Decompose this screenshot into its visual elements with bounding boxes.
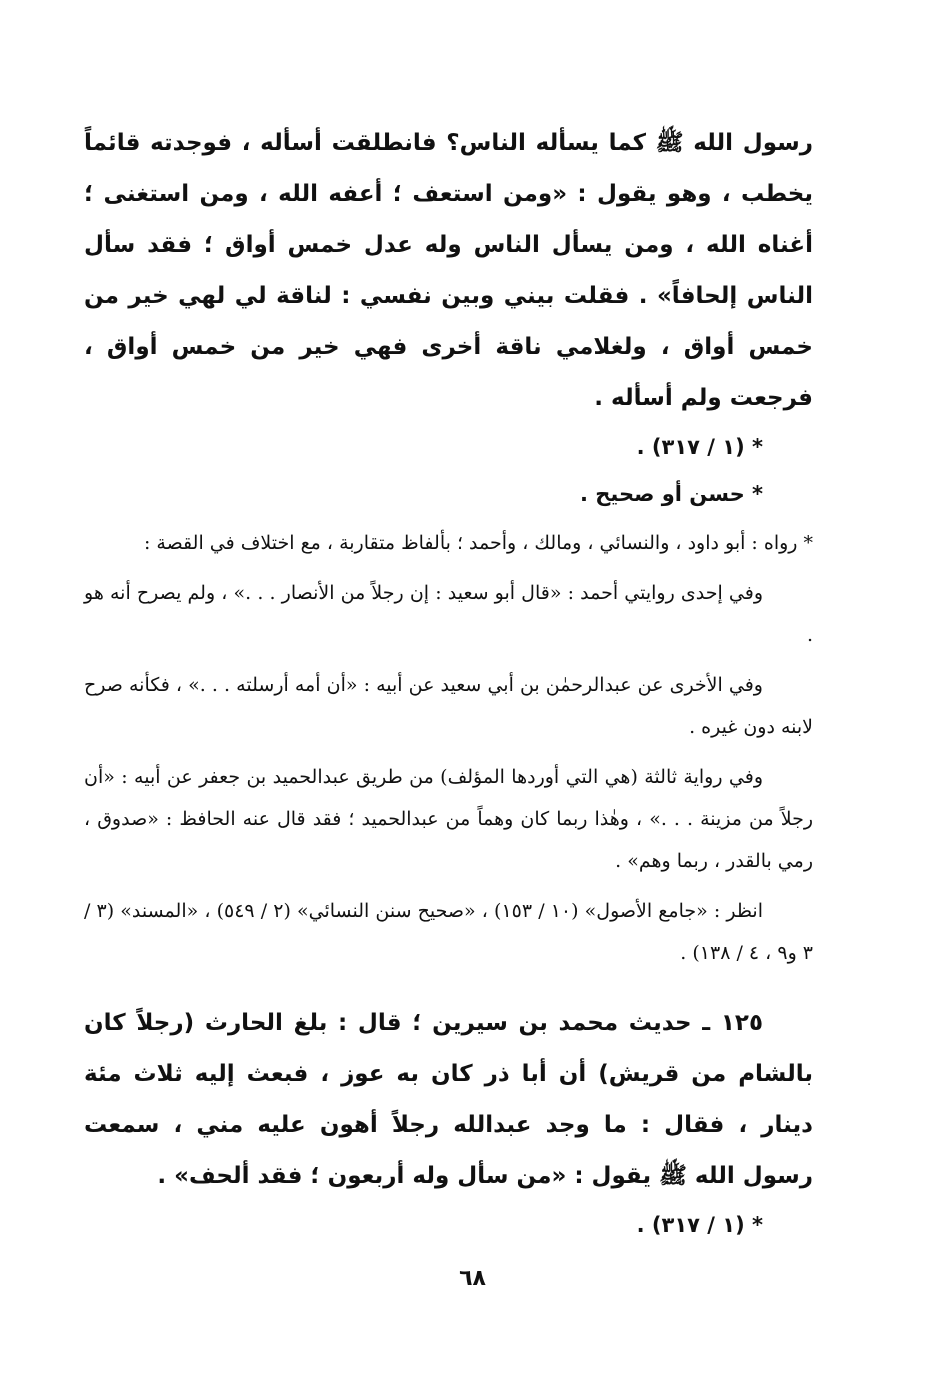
takhrij-note-4: وفي رواية ثالثة (هي التي أوردها المؤلف) من طريق عبدالحميد بن جعفر عن أبيه : «أن رجلاً من مزينة . . .» ، وهٰذا ربما كان وهماً من عبدالحميد ؛ فقد قال عنه الحافظ : «صدوق ، رمي بالقدر ، ربما وهم» .	[84, 766, 813, 872]
takhrij-note-3: وفي الأخرى عن عبدالرحمٰن بن أبي سعيد عن أبيه : «أن أمه أرسلته . . .» ، فكأنه صرح لابنه دون غيره .	[84, 674, 813, 738]
hadith-125-reference: * (١ / ٣١٧) .	[636, 1213, 763, 1237]
hadith-125-block	[84, 998, 813, 1249]
takhrij-note-5: انظر : «جامع الأصول» (١٠ / ١٥٣) ، «صحيح سنن النسائي» (٢ / ٥٤٩) ، «المسند» (٣ / ٣ و٩ ، ٤ / ١٣٨) .	[84, 900, 813, 964]
takhrij-note-2: وفي إحدى روايتي أحمد : «قال أبو سعيد : إن رجلاً من الأنصار . . .» ، ولم يصرح أنه هو .	[84, 582, 813, 646]
hadith-124-reference: * (١ / ٣١٧) .	[636, 435, 763, 459]
takhrij-note-1: * رواه : أبو داود ، والنسائي ، ومالك ، وأحمد ؛ بألفاظ متقاربة ، مع اختلاف في القصة :	[143, 532, 813, 554]
hadith-124-grade: * حسن أو صحيح .	[580, 482, 763, 506]
page-number: ٦٨	[459, 1266, 486, 1291]
hadith-125-text: ١٢٥ ـ حديث محمد بن سيرين ؛ قال : بلغ الحارث (رجلاً كان بالشام من قريش) أن أبا ذر كان به عوز ، فبعث إليه ثلاث مئة دينار ، فقال : ما وجد عبدالله رجلاً أهون عليه مني ، سمعت رسول الله ﷺ يقول : «من سأل وله أربعون ؛ فقد ألحف» .	[84, 1010, 813, 1189]
page-content	[84, 118, 813, 1249]
hadith-124-continuation: رسول الله ﷺ كما يسأله الناس؟ فانطلقت أسأله ، فوجدته قائماً يخطب ، وهو يقول : «ومن استعف ؛ أعفه الله ، ومن استغنى ؛ أغناه الله ، ومن يسأل الناس وله عدل خمس أواق ؛ فقد سأل الناس إلحافاً» . فقلت بيني وبين نفسي : لناقة لي لهي خير من خمس أواق ، ولغلامي ناقة أخرى فهي خير من خمس أواق ، فرجعت ولم أسأله .	[84, 130, 813, 411]
